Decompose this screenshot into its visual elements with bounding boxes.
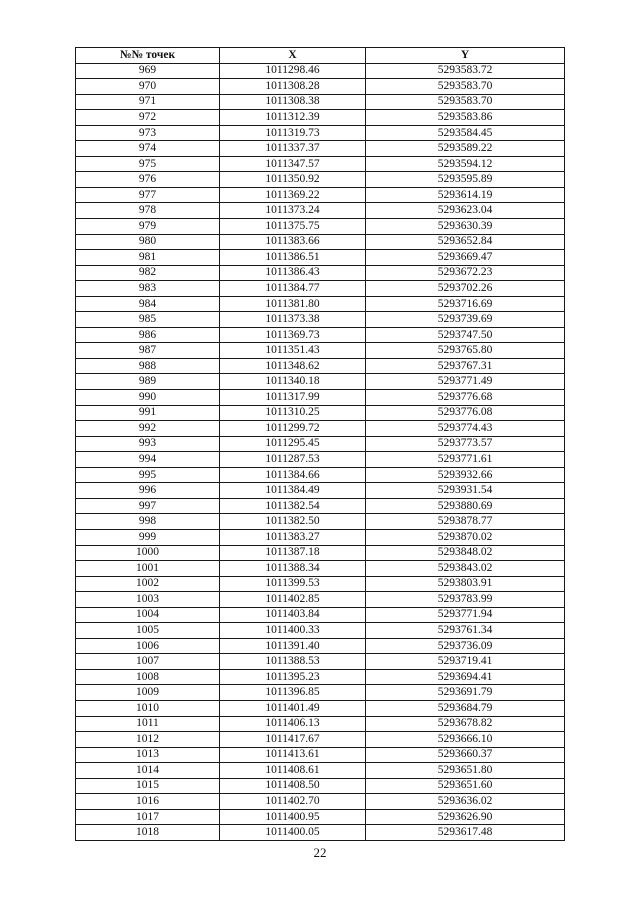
- cell-x: 1011287.53: [220, 452, 366, 468]
- cell-x: 1011373.38: [220, 312, 366, 328]
- cell-x: 1011386.51: [220, 250, 366, 266]
- table-row: [76, 63, 565, 79]
- cell-x: 1011317.99: [220, 390, 366, 406]
- cell-y: 5293583.72: [366, 63, 565, 79]
- table-row: [76, 732, 565, 748]
- cell-x: 1011312.39: [220, 110, 366, 126]
- header-x: X: [220, 48, 366, 64]
- cell-point-number: 1017: [76, 809, 220, 825]
- cell-x: 1011350.92: [220, 172, 366, 188]
- table-row: [76, 156, 565, 172]
- cell-point-number: 992: [76, 421, 220, 437]
- table-row: [76, 327, 565, 343]
- cell-y: 5293623.04: [366, 203, 565, 219]
- cell-y: 5293595.89: [366, 172, 565, 188]
- cell-point-number: 1003: [76, 592, 220, 608]
- cell-point-number: 1011: [76, 716, 220, 732]
- table-row: [76, 825, 565, 841]
- cell-y: 5293747.50: [366, 327, 565, 343]
- cell-y: 5293880.69: [366, 498, 565, 514]
- cell-x: 1011402.85: [220, 592, 366, 608]
- table-row: [76, 467, 565, 483]
- cell-y: 5293684.79: [366, 700, 565, 716]
- cell-point-number: 980: [76, 234, 220, 250]
- cell-point-number: 1005: [76, 623, 220, 639]
- cell-x: 1011348.62: [220, 358, 366, 374]
- cell-point-number: 1006: [76, 638, 220, 654]
- table-row: [76, 638, 565, 654]
- table-row: [76, 623, 565, 639]
- table-row: [76, 607, 565, 623]
- cell-x: 1011384.49: [220, 483, 366, 499]
- table-row: [76, 405, 565, 421]
- cell-point-number: 995: [76, 467, 220, 483]
- cell-y: 5293583.70: [366, 79, 565, 95]
- table-row: [76, 421, 565, 437]
- table-row: [76, 498, 565, 514]
- cell-x: 1011417.67: [220, 732, 366, 748]
- table-row: [76, 250, 565, 266]
- cell-point-number: 1009: [76, 685, 220, 701]
- table-row: [76, 172, 565, 188]
- cell-y: 5293651.60: [366, 778, 565, 794]
- cell-x: 1011388.34: [220, 561, 366, 577]
- table-row: [76, 778, 565, 794]
- table-row: [76, 110, 565, 126]
- cell-y: 5293589.22: [366, 141, 565, 157]
- cell-point-number: 986: [76, 327, 220, 343]
- table-row: [76, 529, 565, 545]
- cell-point-number: 997: [76, 498, 220, 514]
- cell-y: 5293626.90: [366, 809, 565, 825]
- table-row: [76, 514, 565, 530]
- cell-point-number: 1000: [76, 545, 220, 561]
- cell-x: 1011347.57: [220, 156, 366, 172]
- cell-point-number: 989: [76, 374, 220, 390]
- cell-point-number: 1012: [76, 732, 220, 748]
- cell-point-number: 985: [76, 312, 220, 328]
- table-row: [76, 436, 565, 452]
- header-y: Y: [366, 48, 565, 64]
- cell-point-number: 1004: [76, 607, 220, 623]
- cell-x: 1011337.37: [220, 141, 366, 157]
- table-row: [76, 685, 565, 701]
- cell-x: 1011408.50: [220, 778, 366, 794]
- cell-x: 1011402.70: [220, 794, 366, 810]
- cell-point-number: 993: [76, 436, 220, 452]
- cell-point-number: 1001: [76, 561, 220, 577]
- cell-x: 1011399.53: [220, 576, 366, 592]
- cell-x: 1011408.61: [220, 763, 366, 779]
- cell-point-number: 970: [76, 79, 220, 95]
- cell-point-number: 984: [76, 296, 220, 312]
- cell-y: 5293774.43: [366, 421, 565, 437]
- cell-point-number: 1018: [76, 825, 220, 841]
- table-row: [76, 343, 565, 359]
- cell-point-number: 972: [76, 110, 220, 126]
- table-row: [76, 296, 565, 312]
- cell-point-number: 1007: [76, 654, 220, 670]
- cell-x: 1011340.18: [220, 374, 366, 390]
- cell-y: 5293843.02: [366, 561, 565, 577]
- table-row: [76, 809, 565, 825]
- table-row: [76, 794, 565, 810]
- cell-point-number: 994: [76, 452, 220, 468]
- table-row: [76, 125, 565, 141]
- cell-x: 1011295.45: [220, 436, 366, 452]
- cell-y: 5293691.79: [366, 685, 565, 701]
- cell-y: 5293719.41: [366, 654, 565, 670]
- table-row: [76, 700, 565, 716]
- cell-point-number: 971: [76, 94, 220, 110]
- cell-y: 5293672.23: [366, 265, 565, 281]
- table-row: [76, 654, 565, 670]
- cell-point-number: 1014: [76, 763, 220, 779]
- header-point-number: №№ точек: [76, 48, 220, 64]
- cell-y: 5293767.31: [366, 358, 565, 374]
- cell-x: 1011391.40: [220, 638, 366, 654]
- cell-point-number: 974: [76, 141, 220, 157]
- table-row: [76, 187, 565, 203]
- coordinates-table: [75, 47, 565, 841]
- table-row: [76, 79, 565, 95]
- table-row: [76, 281, 565, 297]
- cell-y: 5293617.48: [366, 825, 565, 841]
- cell-x: 1011308.38: [220, 94, 366, 110]
- cell-x: 1011386.43: [220, 265, 366, 281]
- cell-y: 5293678.82: [366, 716, 565, 732]
- cell-y: 5293716.69: [366, 296, 565, 312]
- cell-x: 1011373.24: [220, 203, 366, 219]
- cell-y: 5293584.45: [366, 125, 565, 141]
- cell-x: 1011396.85: [220, 685, 366, 701]
- cell-y: 5293702.26: [366, 281, 565, 297]
- table-row: [76, 390, 565, 406]
- cell-point-number: 996: [76, 483, 220, 499]
- cell-y: 5293878.77: [366, 514, 565, 530]
- cell-point-number: 982: [76, 265, 220, 281]
- cell-point-number: 988: [76, 358, 220, 374]
- cell-y: 5293666.10: [366, 732, 565, 748]
- table-row: [76, 203, 565, 219]
- cell-y: 5293803.91: [366, 576, 565, 592]
- cell-x: 1011299.72: [220, 421, 366, 437]
- table-row: [76, 669, 565, 685]
- cell-point-number: 975: [76, 156, 220, 172]
- cell-point-number: 1016: [76, 794, 220, 810]
- table-row: [76, 716, 565, 732]
- cell-x: 1011383.27: [220, 529, 366, 545]
- cell-y: 5293771.61: [366, 452, 565, 468]
- cell-point-number: 979: [76, 219, 220, 235]
- cell-point-number: 1013: [76, 747, 220, 763]
- cell-y: 5293776.68: [366, 390, 565, 406]
- cell-point-number: 991: [76, 405, 220, 421]
- cell-y: 5293651.80: [366, 763, 565, 779]
- cell-x: 1011395.23: [220, 669, 366, 685]
- cell-point-number: 969: [76, 63, 220, 79]
- cell-x: 1011388.53: [220, 654, 366, 670]
- cell-point-number: 973: [76, 125, 220, 141]
- cell-x: 1011369.73: [220, 327, 366, 343]
- cell-x: 1011298.46: [220, 63, 366, 79]
- cell-x: 1011406.13: [220, 716, 366, 732]
- cell-y: 5293739.69: [366, 312, 565, 328]
- cell-y: 5293583.70: [366, 94, 565, 110]
- cell-point-number: 983: [76, 281, 220, 297]
- table-row: [76, 561, 565, 577]
- cell-x: 1011381.80: [220, 296, 366, 312]
- cell-y: 5293652.84: [366, 234, 565, 250]
- cell-x: 1011369.22: [220, 187, 366, 203]
- cell-y: 5293771.94: [366, 607, 565, 623]
- table-row: [76, 265, 565, 281]
- cell-y: 5293669.47: [366, 250, 565, 266]
- cell-point-number: 1002: [76, 576, 220, 592]
- cell-x: 1011375.75: [220, 219, 366, 235]
- cell-y: 5293614.19: [366, 187, 565, 203]
- table-row: [76, 94, 565, 110]
- cell-x: 1011400.95: [220, 809, 366, 825]
- table-row: [76, 219, 565, 235]
- table-row: [76, 312, 565, 328]
- table-row: [76, 483, 565, 499]
- cell-point-number: 981: [76, 250, 220, 266]
- cell-x: 1011413.61: [220, 747, 366, 763]
- cell-y: 5293736.09: [366, 638, 565, 654]
- cell-x: 1011400.05: [220, 825, 366, 841]
- cell-x: 1011310.25: [220, 405, 366, 421]
- cell-y: 5293932.66: [366, 467, 565, 483]
- cell-point-number: 1010: [76, 700, 220, 716]
- cell-x: 1011401.49: [220, 700, 366, 716]
- cell-x: 1011383.66: [220, 234, 366, 250]
- cell-y: 5293660.37: [366, 747, 565, 763]
- table-row: [76, 545, 565, 561]
- table-row: [76, 592, 565, 608]
- cell-x: 1011400.33: [220, 623, 366, 639]
- table-row: [76, 358, 565, 374]
- cell-y: 5293630.39: [366, 219, 565, 235]
- cell-point-number: 978: [76, 203, 220, 219]
- table-row: [76, 576, 565, 592]
- table-row: [76, 234, 565, 250]
- cell-y: 5293783.99: [366, 592, 565, 608]
- cell-point-number: 990: [76, 390, 220, 406]
- cell-x: 1011308.28: [220, 79, 366, 95]
- cell-point-number: 987: [76, 343, 220, 359]
- cell-y: 5293636.02: [366, 794, 565, 810]
- cell-y: 5293771.49: [366, 374, 565, 390]
- table-row: [76, 374, 565, 390]
- cell-y: 5293776.08: [366, 405, 565, 421]
- cell-y: 5293594.12: [366, 156, 565, 172]
- cell-point-number: 977: [76, 187, 220, 203]
- header-row: [76, 48, 565, 64]
- cell-y: 5293773.57: [366, 436, 565, 452]
- cell-y: 5293870.02: [366, 529, 565, 545]
- cell-point-number: 1015: [76, 778, 220, 794]
- cell-y: 5293848.02: [366, 545, 565, 561]
- table-row: [76, 452, 565, 468]
- cell-x: 1011382.54: [220, 498, 366, 514]
- cell-point-number: 1008: [76, 669, 220, 685]
- cell-x: 1011403.84: [220, 607, 366, 623]
- cell-y: 5293583.86: [366, 110, 565, 126]
- cell-x: 1011351.43: [220, 343, 366, 359]
- table-row: [76, 763, 565, 779]
- page-number: 22: [313, 845, 327, 860]
- cell-point-number: 999: [76, 529, 220, 545]
- table-row: [76, 141, 565, 157]
- cell-y: 5293931.54: [366, 483, 565, 499]
- cell-y: 5293761.34: [366, 623, 565, 639]
- cell-point-number: 998: [76, 514, 220, 530]
- cell-x: 1011384.66: [220, 467, 366, 483]
- cell-point-number: 976: [76, 172, 220, 188]
- table-row: [76, 747, 565, 763]
- table-header: [76, 48, 565, 64]
- cell-y: 5293765.80: [366, 343, 565, 359]
- cell-x: 1011319.73: [220, 125, 366, 141]
- cell-y: 5293694.41: [366, 669, 565, 685]
- cell-x: 1011387.18: [220, 545, 366, 561]
- cell-x: 1011382.50: [220, 514, 366, 530]
- table-body: [76, 63, 565, 840]
- cell-x: 1011384.77: [220, 281, 366, 297]
